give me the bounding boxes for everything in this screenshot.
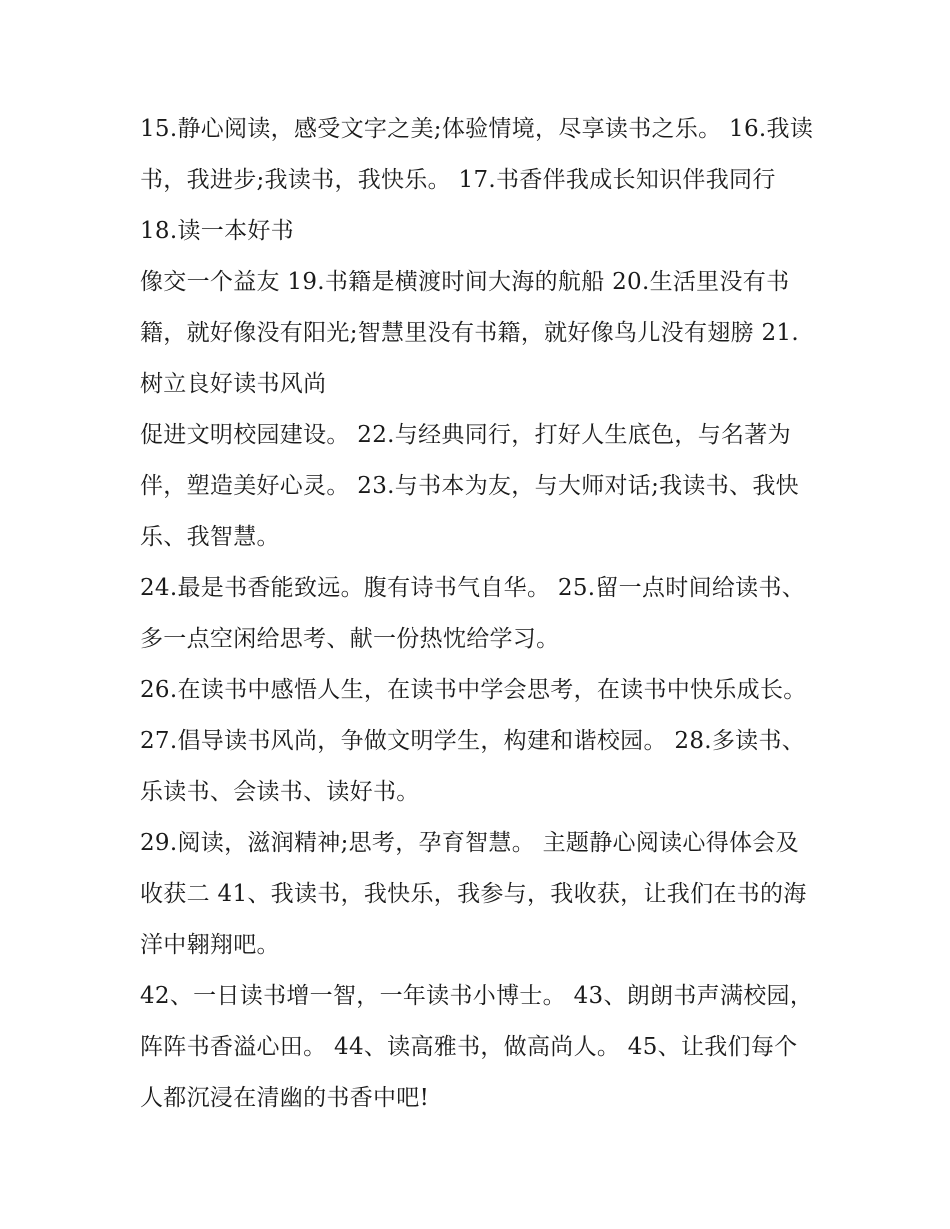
paragraph-slogans-29-41: 29.阅读，滋润精神;思考，孕育智慧。 主题静心阅读心得体会及收获二 41、我读书，我快乐，我参与，我收获，让我们在书的海洋中翱翔吧。 [140,830,807,958]
paragraph-slogans-18-21: 像交一个益友 19.书籍是横渡时间大海的航船 20.生活里没有书籍，就好像没有阳光;智慧里没有书籍，就好像鸟儿没有翅膀 21.树立良好读书风尚 [140,269,799,397]
paragraph-slogans-21-23: 促进文明校园建设。 22.与经典同行，打好人生底色，与名著为伴，塑造美好心灵。 23.与书本为友，与大师对话;我读书、我快乐、我智慧。 [140,422,799,550]
paragraph-slogans-26-28: 26.在读书中感悟人生，在读书中学会思考，在读书中快乐成长。 27.倡导读书风尚，争做文明学生，构建和谐校园。 28.多读书、乐读书、会读书、读好书。 [140,677,807,805]
document-body [140,104,820,1124]
paragraph-slogans-42-45: 42、一日读书增一智，一年读书小博士。 43、朗朗书声满校园，阵阵书香溢心田。 44、读高雅书，做高尚人。 45、让我们每个人都沉浸在清幽的书香中吧! [140,983,814,1111]
paragraph-slogans-15-18: 15.静心阅读，感受文字之美;体验情境，尽享读书之乐。 16.我读书，我进步;我读书，我快乐。 17.书香伴我成长知识伴我同行 18.读一本好书 [140,116,814,244]
paragraph-slogans-24-25: 24.最是书香能致远。腹有诗书气自华。 25.留一点时间给读书、多一点空闲给思考、献一份热忱给学习。 [140,575,806,652]
